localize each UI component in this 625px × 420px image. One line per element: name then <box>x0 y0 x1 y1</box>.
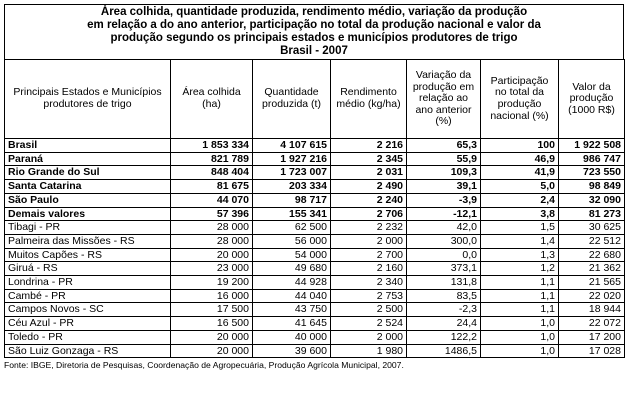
cell-name: Brasil <box>5 139 171 153</box>
cell-name: São Paulo <box>5 193 171 207</box>
cell-area: 20 000 <box>171 248 253 262</box>
cell-share: 1,1 <box>481 276 559 290</box>
cell-share: 1,0 <box>481 317 559 331</box>
header-states: Principais Estados e Municípios produtores de trigo <box>5 60 171 139</box>
cell-name: Londrina - PR <box>5 276 171 290</box>
table-row <box>5 193 625 207</box>
cell-yield: 2 706 <box>331 207 407 221</box>
title-line-2: em relação a do ano anterior, participação no total da produção nacional e valor da <box>87 19 541 31</box>
cell-yield: 2 000 <box>331 234 407 248</box>
table-title <box>4 4 624 59</box>
table-row <box>5 221 625 235</box>
cell-name: Cambé - PR <box>5 289 171 303</box>
cell-yield: 2 345 <box>331 152 407 166</box>
cell-name: Céu Azul - PR <box>5 317 171 331</box>
cell-variation: 24,4 <box>407 317 481 331</box>
cell-quantity: 40 000 <box>253 330 331 344</box>
header-yield: Rendimento médio (kg/ha) <box>331 60 407 139</box>
cell-area: 20 000 <box>171 344 253 358</box>
cell-variation: 300,0 <box>407 234 481 248</box>
cell-yield: 2 500 <box>331 303 407 317</box>
cell-variation: 1486,5 <box>407 344 481 358</box>
cell-name: Rio Grande do Sul <box>5 166 171 180</box>
cell-name: Giruá - RS <box>5 262 171 276</box>
cell-yield: 2 753 <box>331 289 407 303</box>
cell-variation: -3,9 <box>407 193 481 207</box>
cell-value: 22 072 <box>559 317 625 331</box>
header-share: Participação no total da produção nacional (%) <box>481 60 559 139</box>
cell-value: 30 625 <box>559 221 625 235</box>
cell-name: Toledo - PR <box>5 330 171 344</box>
cell-area: 20 000 <box>171 330 253 344</box>
cell-variation: 42,0 <box>407 221 481 235</box>
cell-quantity: 43 750 <box>253 303 331 317</box>
cell-value: 98 849 <box>559 180 625 194</box>
cell-value: 21 565 <box>559 276 625 290</box>
cell-share: 1,5 <box>481 221 559 235</box>
cell-name: Paraná <box>5 152 171 166</box>
cell-value: 22 512 <box>559 234 625 248</box>
cell-quantity: 62 500 <box>253 221 331 235</box>
title-line-4: Brasil - 2007 <box>280 45 348 57</box>
cell-area: 81 675 <box>171 180 253 194</box>
cell-area: 848 404 <box>171 166 253 180</box>
cell-value: 32 090 <box>559 193 625 207</box>
table-row <box>5 330 625 344</box>
cell-yield: 2 524 <box>331 317 407 331</box>
cell-name: Palmeira das Missões - RS <box>5 234 171 248</box>
cell-share: 3,8 <box>481 207 559 221</box>
cell-name: Campos Novos - SC <box>5 303 171 317</box>
cell-value: 81 273 <box>559 207 625 221</box>
cell-area: 16 500 <box>171 317 253 331</box>
table-row <box>5 344 625 358</box>
cell-name: Santa Catarina <box>5 180 171 194</box>
cell-area: 16 000 <box>171 289 253 303</box>
sheet <box>4 4 624 371</box>
cell-share: 1,1 <box>481 303 559 317</box>
cell-yield: 2 490 <box>331 180 407 194</box>
table-row <box>5 248 625 262</box>
cell-name: Tibagi - PR <box>5 221 171 235</box>
cell-variation: 109,3 <box>407 166 481 180</box>
cell-yield: 2 232 <box>331 221 407 235</box>
cell-value: 17 028 <box>559 344 625 358</box>
cell-share: 1,2 <box>481 262 559 276</box>
cell-share: 1,0 <box>481 344 559 358</box>
cell-share: 1,3 <box>481 248 559 262</box>
cell-share: 100 <box>481 139 559 153</box>
cell-value: 18 944 <box>559 303 625 317</box>
cell-quantity: 1 927 216 <box>253 152 331 166</box>
cell-quantity: 1 723 007 <box>253 166 331 180</box>
cell-area: 1 853 334 <box>171 139 253 153</box>
cell-quantity: 98 717 <box>253 193 331 207</box>
table-row <box>5 276 625 290</box>
cell-yield: 2 700 <box>331 248 407 262</box>
cell-yield: 2 216 <box>331 139 407 153</box>
cell-name: Demais valores <box>5 207 171 221</box>
cell-area: 28 000 <box>171 221 253 235</box>
table-body <box>5 139 625 358</box>
cell-variation: 83,5 <box>407 289 481 303</box>
cell-quantity: 155 341 <box>253 207 331 221</box>
cell-value: 17 200 <box>559 330 625 344</box>
cell-variation: 373,1 <box>407 262 481 276</box>
cell-value: 21 362 <box>559 262 625 276</box>
header-value: Valor da produção (1000 R$) <box>559 60 625 139</box>
cell-area: 821 789 <box>171 152 253 166</box>
cell-quantity: 49 680 <box>253 262 331 276</box>
table-row <box>5 207 625 221</box>
cell-value: 22 680 <box>559 248 625 262</box>
cell-value: 723 550 <box>559 166 625 180</box>
cell-quantity: 44 040 <box>253 289 331 303</box>
cell-area: 23 000 <box>171 262 253 276</box>
table-row <box>5 166 625 180</box>
cell-variation: 122,2 <box>407 330 481 344</box>
cell-area: 28 000 <box>171 234 253 248</box>
cell-quantity: 4 107 615 <box>253 139 331 153</box>
cell-variation: 55,9 <box>407 152 481 166</box>
cell-yield: 1 980 <box>331 344 407 358</box>
table-row <box>5 303 625 317</box>
cell-value: 1 922 508 <box>559 139 625 153</box>
cell-variation: 131,8 <box>407 276 481 290</box>
cell-share: 2,4 <box>481 193 559 207</box>
cell-quantity: 203 334 <box>253 180 331 194</box>
cell-area: 57 396 <box>171 207 253 221</box>
table-row <box>5 139 625 153</box>
header-area: Área colhida (ha) <box>171 60 253 139</box>
cell-name: Muitos Capões - RS <box>5 248 171 262</box>
table-row <box>5 152 625 166</box>
header-variation: Variação da produção em relação ao ano anterior (%) <box>407 60 481 139</box>
table-row <box>5 262 625 276</box>
cell-area: 19 200 <box>171 276 253 290</box>
cell-yield: 2 031 <box>331 166 407 180</box>
source-note: Fonte: IBGE, Diretoria de Pesquisas, Coordenação de Agropecuária, Produção Agrícola Municipal, 2007. <box>4 360 404 371</box>
cell-quantity: 54 000 <box>253 248 331 262</box>
cell-name: São Luiz Gonzaga - RS <box>5 344 171 358</box>
cell-yield: 2 160 <box>331 262 407 276</box>
cell-value: 986 747 <box>559 152 625 166</box>
header-row <box>5 60 625 139</box>
cell-area: 44 070 <box>171 193 253 207</box>
table-row <box>5 289 625 303</box>
cell-quantity: 56 000 <box>253 234 331 248</box>
cell-variation: 0,0 <box>407 248 481 262</box>
cell-share: 5,0 <box>481 180 559 194</box>
table-row <box>5 317 625 331</box>
cell-variation: -2,3 <box>407 303 481 317</box>
cell-value: 22 020 <box>559 289 625 303</box>
cell-variation: 65,3 <box>407 139 481 153</box>
cell-share: 1,1 <box>481 289 559 303</box>
production-table <box>4 59 625 358</box>
cell-variation: 39,1 <box>407 180 481 194</box>
cell-quantity: 41 645 <box>253 317 331 331</box>
title-line-1: Área colhida, quantidade produzida, rendimento médio, variação da produção <box>100 6 528 18</box>
cell-quantity: 44 928 <box>253 276 331 290</box>
cell-yield: 2 000 <box>331 330 407 344</box>
cell-yield: 2 240 <box>331 193 407 207</box>
cell-share: 1,4 <box>481 234 559 248</box>
cell-yield: 2 340 <box>331 276 407 290</box>
title-line-3: produção segundo os principais estados e municípios produtores de trigo <box>110 32 518 44</box>
header-quantity: Quantidade produzida (t) <box>253 60 331 139</box>
cell-share: 1,0 <box>481 330 559 344</box>
cell-area: 17 500 <box>171 303 253 317</box>
cell-share: 41,9 <box>481 166 559 180</box>
cell-variation: -12,1 <box>407 207 481 221</box>
table-row <box>5 234 625 248</box>
table-row <box>5 180 625 194</box>
cell-share: 46,9 <box>481 152 559 166</box>
cell-quantity: 39 600 <box>253 344 331 358</box>
